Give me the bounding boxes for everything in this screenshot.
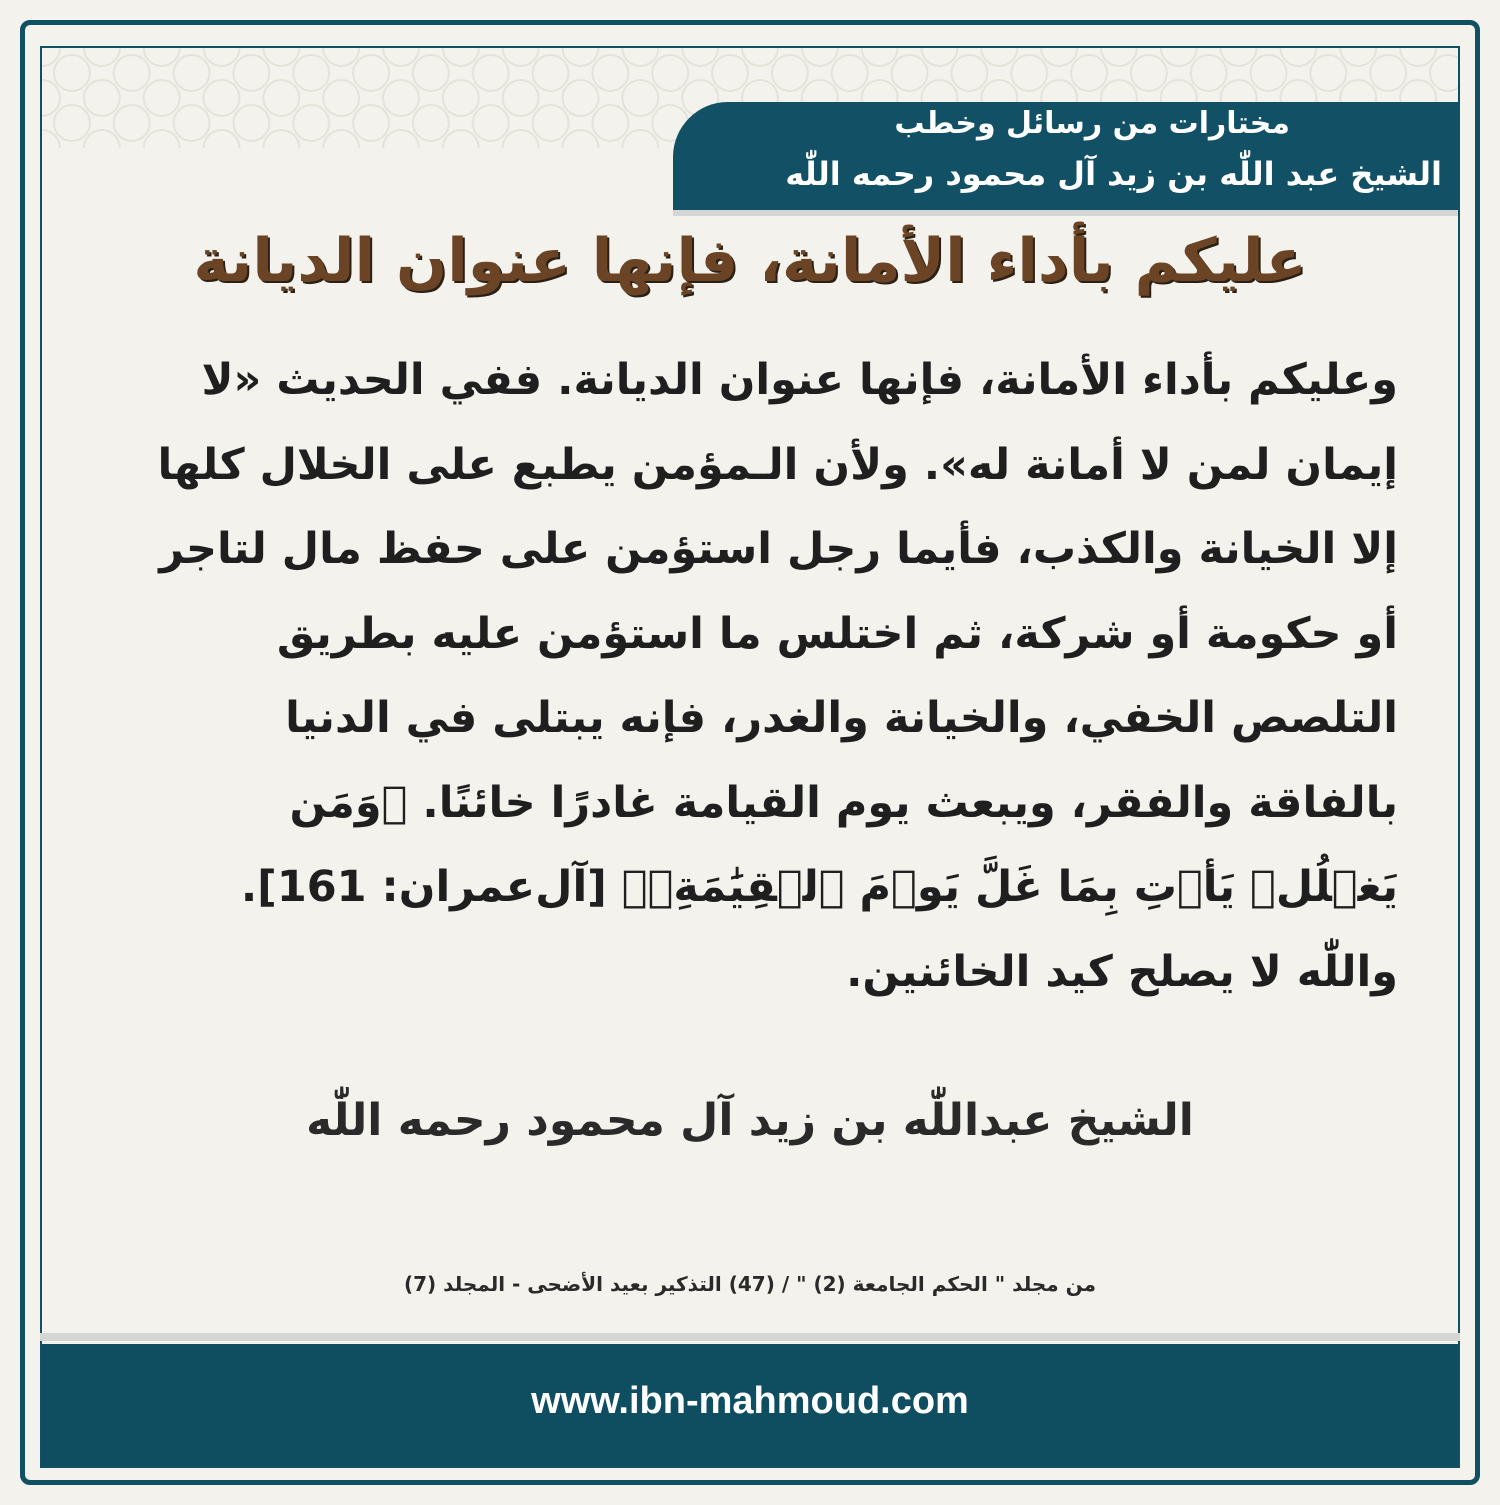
footer-bar	[42, 1344, 1458, 1466]
article-body: وعليكم بأداء الأمانة، فإنها عنوان الديانة. ففي الحديث «لا إيمان لمن لا أمانة له». ولأن الـمؤمن يطبع على الخلال كلها إلا الخيانة والكذب، فأيما رجل استؤمن على حفظ مال لتاجر أو حكومة أو شركة، ثم اختلس ما استؤمن عليه بطريق التلصص الخفي، والخيانة والغدر، فإنه يبتلى في الدنيا بالفاقة والفقر، ويبعث يوم القيامة غادرًا خائنًا. ﴿وَمَن يَغۡلُلۡ يَأۡتِ بِمَا غَلَّ يَوۡمَ ٱلۡقِيَٰمَةِۚ﴾ [آل‌عمران: 161]. واللّٰه لا يصلح كيد الخائنين.	[157, 355, 1398, 997]
source-citation: من مجلد " الحكم الجامعة (2) " / (47) التذكير بعيد الأضحى - المجلد (7)	[403, 1272, 1096, 1296]
header-line-1: مختارات من رسائل وخطب	[894, 106, 1290, 141]
header-line-2: الشيخ عبد اللّٰه بن زيد آل محمود رحمه اللّٰه	[785, 155, 1442, 193]
author-name: الشيخ عبداللّٰه بن زيد آل محمود رحمه اللّٰه	[306, 1095, 1194, 1146]
page-title: عليكم بأداء الأمانة، فإنها عنوان الديانة	[193, 226, 1307, 296]
website-url[interactable]: www.ibn-mahmoud.com	[531, 1380, 969, 1422]
footer-divider	[40, 1333, 1460, 1341]
header-banner	[673, 102, 1458, 210]
